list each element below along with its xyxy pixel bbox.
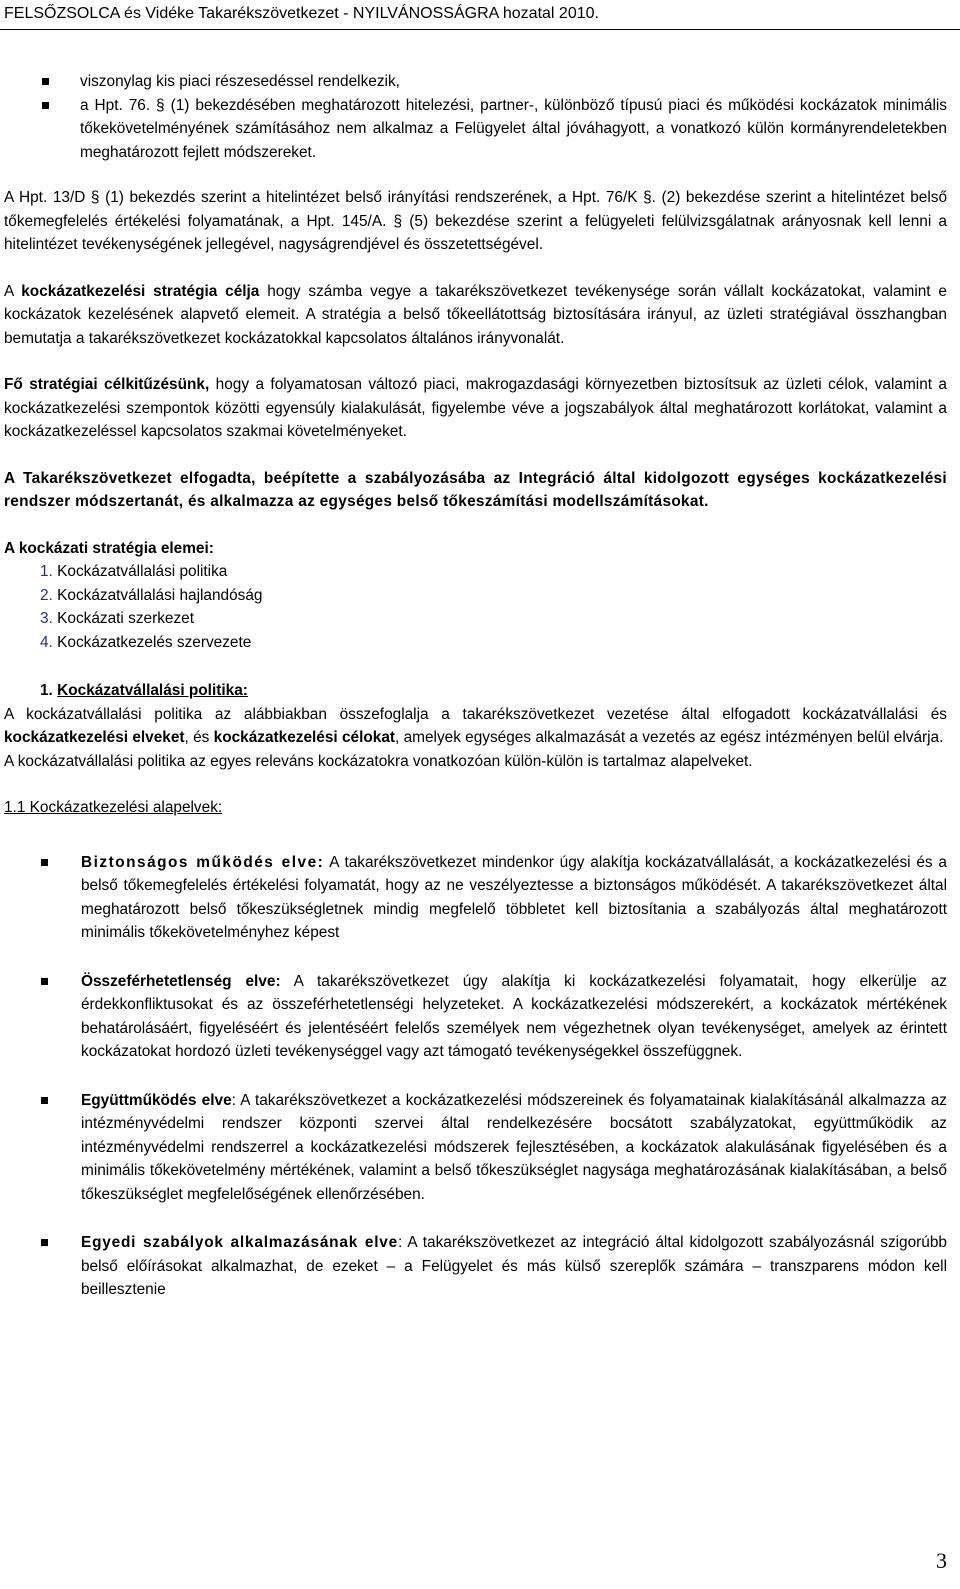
document-body [4,70,947,1302]
goals-bold: Fő stratégiai célkitűzésünk, [4,376,210,393]
elements-heading: A kockázati stratégia elemei: [4,539,214,557]
list-item: 4. Kockázatkezelés szervezete [40,633,252,651]
paragraph-hpt: A Hpt. 13/D § (1) bekezdés szerint a hitelintézet belső irányítási rendszerének, a Hpt. 76/K §. (2) bekezdése szerint a hitelintézet belső tőkemegfelelés értékelési folyamatának, a Hpt. 145/A. § (5) bekezdése szerint a felügyeleti felülvizsgálatnak arányosnak kell lenni a hitelintézet tevékenységének jellegével, nagyságrendjével és összetettségével. [4,189,947,253]
square-bullet-icon [41,859,48,866]
intro-bullet-2: a Hpt. 76. § (1) bekezdésében meghatározott hitelezési, partner-, különböző típusú piaci és működési kockázatok minimális tőkekövetelményének számításához nem alkalmaz a Felügyelet által jóváhagyott, a vonatkozó külön kormányrendeletekben meghatározott fejlett módszereket. [4,94,947,165]
square-bullet-icon [41,1239,48,1246]
intro-bullet-list [4,70,947,164]
strategy-bold: kockázatkezelési stratégia célja [21,282,260,300]
section1-paragraph-2: A kockázatvállalási politika az egyes releváns kockázatokra vonatkozóan külön-külön is tartalmaz alapelveket. [4,752,753,770]
header-title: FELSŐZSOLCA és Vidéke Takarékszövetkezet - NYILVÁNOSSÁGRA hozatal 2010. [4,5,599,22]
square-bullet-icon [41,1097,48,1104]
square-bullet-icon [42,78,49,85]
list-item: 1. Kockázatvállalási politika [40,563,228,580]
page-header [0,0,960,30]
paragraph-strategy: A kockázatkezelési stratégia célja hogy számba vegye a takarékszövetkezet tevékenysége során vállalt kockázatokat, valamint e kockázatok kezelésének alapvető elemeit. A stratégia a belső tőkeellátottság biztosítására irányul, az üzleti stratégiával összhangban bemutatja a takarékszövetkezet kockázatokkal kapcsolatos általános irányvonalát. [4,282,947,347]
list-item: 2. Kockázatvállalási hajlandóság [40,586,263,604]
elements-list [4,560,947,654]
principle-item-1: Biztonságos működés elve: A takarékszövetkezet mindenkor úgy alakítja kockázatvállalását, a kockázatkezelési és a belső tőkemegfelelés értékelési folyamatát, hogy az ne veszélyeztesse a biztonságos működését. A takarékszövetkezet által meghatározott belső tőkeszükségletnek mindig megfelelő többletet kell biztosítania a szabályozás által meghatározott minimális tőkekövetelményhez képest [4,851,947,945]
paragraph-goals: Fő stratégiai célkitűzésünk, hogy a folyamatosan változó piaci, makrogazdasági környezetben biztosítsuk az üzleti célok, valamint a kockázatkezelési szempontok közötti egyensúly kialakulását, figyelembe véve a jogszabályok által meghatározott korlátokat, valamint a kockázatkezeléssel kapcsolatos szakmai követelményeket. [4,376,947,440]
page-number: 3 [936,1548,947,1573]
square-bullet-icon [41,978,48,985]
subsection-heading: 1.1 Kockázatkezelési alapelvek: [4,799,223,816]
list-item: 3. Kockázati szerkezet [40,610,194,627]
paragraph-integration: A Takarékszövetkezet elfogadta, beépítette a szabályozásába az Integráció által kidolgozott egységes kockázatkezelési rendszer módszertanát, és alkalmazza az egységes belső tőkeszámítási modellszámításokat. [4,469,947,510]
principle-item-3: Együttműködés elve: A takarékszövetkezet a kockázatkezelési módszereinek és folyamatainak kialakításánál alkalmazza az intézményvédelmi rendszer központi szervei által rendelkezésére bocsátott szabályzatokat, együttműködik az intézményvédelmi rendszerrel a kockázatkezelési módszerek fejlesztésében, a kockázatok alakulásának figyelésében és a minimális tőkekövetelmény mértékének, valamint a belső tőkeszükséglet nagysága meghatározásának kialakításában, a belső tőkeszükséglet megfelelőségének ellenőrzésében. [4,1089,947,1207]
section1-paragraph-1: A kockázatvállalási politika az alábbiakban összefoglalja a takarékszövetkezet vezetése által elfogadott kockázatvállalási és kockázatkezelési elveket, és kockázatkezelési célokat, amelyek egységes alkalmazását a vezetés az egész intézményen belül elvárja. [4,705,947,746]
principle-item-2: Összeférhetetlenség elve: A takarékszövetkezet úgy alakítja ki kockázatkezelési folyamatait, hogy elkerülje az érdekkonfliktusokat és az összeférhetetlenségi helyzeteket. A kockázatkezelési módszerekért, a kockázatok mértékének behatárolásáért, figyeléséért és jelentéséért felelős személyek nem végezhetnek olyan tevékenységet, amelyek az érintett kockázatokat hordozó üzleti tevékenységgel vagy azt támogató tevékenységekkel összefüggnek. [4,970,947,1064]
square-bullet-icon [42,102,49,109]
intro-bullet-1: viszonylag kis piaci részesedéssel rendelkezik, [4,70,947,94]
section1-heading: 1. Kockázatvállalási politika: [40,682,248,699]
principle-item-4: Egyedi szabályok alkalmazásának elve: A takarékszövetkezet az integráció által kidolgozott szabályozásnál szigorúbb belső előírásokat alkalmazhat, de ezeket – a Felügyelet és más külső szereplők számára – transzparens módon kell beillesztenie [4,1231,947,1302]
